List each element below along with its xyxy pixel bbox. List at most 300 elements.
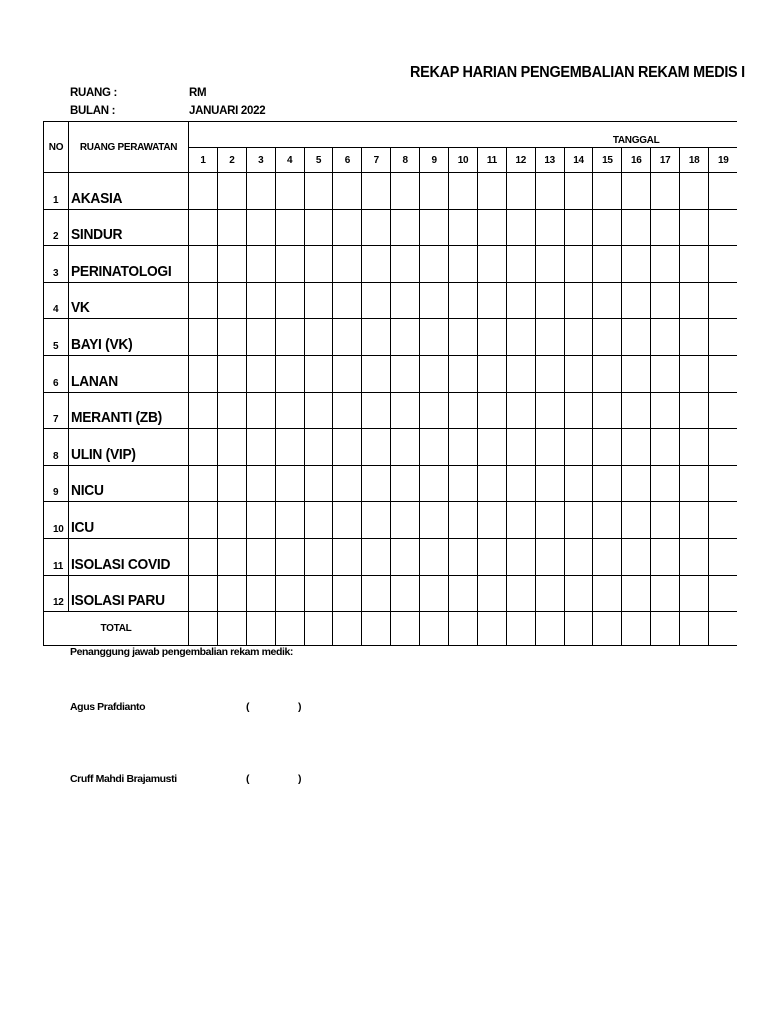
day-entry-cell[interactable] <box>391 282 420 319</box>
day-entry-cell[interactable] <box>593 502 622 539</box>
day-entry-cell[interactable] <box>477 575 506 612</box>
room-name-cell <box>69 465 189 502</box>
day-entry-cell[interactable] <box>391 173 420 210</box>
day-entry-cell[interactable] <box>420 355 449 392</box>
day-entry-cell[interactable] <box>275 502 304 539</box>
day-entry-cell[interactable] <box>391 392 420 429</box>
day-entry-cell[interactable] <box>189 465 218 502</box>
total-cell[interactable] <box>622 612 651 646</box>
day-entry-cell[interactable] <box>651 392 680 429</box>
day-entry-cell[interactable] <box>333 246 362 283</box>
day-entry-cell[interactable] <box>651 429 680 466</box>
day-entry-cell[interactable] <box>477 465 506 502</box>
day-header-cell: 5 <box>304 148 333 173</box>
day-entry-cell[interactable] <box>593 246 622 283</box>
day-header-cell: 7 <box>362 148 391 173</box>
day-entry-cell[interactable] <box>217 173 246 210</box>
day-header-cell: 11 <box>477 148 506 173</box>
total-cell[interactable] <box>449 612 478 646</box>
day-entry-cell[interactable] <box>449 392 478 429</box>
day-entry-cell[interactable] <box>651 465 680 502</box>
day-entry-cell[interactable] <box>217 282 246 319</box>
total-cell[interactable] <box>246 612 275 646</box>
day-entry-cell[interactable] <box>275 209 304 246</box>
day-entry-cell[interactable] <box>622 246 651 283</box>
day-entry-cell[interactable] <box>506 502 535 539</box>
day-entry-cell[interactable] <box>622 538 651 575</box>
day-entry-cell[interactable] <box>506 392 535 429</box>
day-entry-cell[interactable] <box>680 173 709 210</box>
day-entry-cell[interactable] <box>362 502 391 539</box>
day-entry-cell[interactable] <box>362 209 391 246</box>
day-entry-cell[interactable] <box>304 173 333 210</box>
day-entry-cell[interactable] <box>564 355 593 392</box>
total-cell[interactable] <box>420 612 449 646</box>
day-entry-cell[interactable] <box>506 465 535 502</box>
day-entry-cell[interactable] <box>709 319 738 356</box>
day-entry-cell[interactable] <box>651 173 680 210</box>
day-entry-cell[interactable] <box>593 575 622 612</box>
day-entry-cell[interactable] <box>362 538 391 575</box>
total-cell[interactable] <box>275 612 304 646</box>
signer-name: Agus Prafdianto <box>70 701 146 713</box>
day-entry-cell[interactable] <box>506 429 535 466</box>
day-entry-cell[interactable] <box>593 173 622 210</box>
bulan-value: JANUARI 2022 <box>189 105 266 117</box>
day-entry-cell[interactable] <box>189 355 218 392</box>
day-entry-cell[interactable] <box>420 575 449 612</box>
total-cell[interactable] <box>651 612 680 646</box>
room-name-cell <box>69 319 189 356</box>
day-entry-cell[interactable] <box>333 429 362 466</box>
day-entry-cell[interactable] <box>449 282 478 319</box>
day-entry-cell[interactable] <box>593 209 622 246</box>
day-entry-cell[interactable] <box>304 392 333 429</box>
day-header-cell: 8 <box>391 148 420 173</box>
day-entry-cell[interactable] <box>593 465 622 502</box>
table-row <box>44 392 738 429</box>
day-entry-cell[interactable] <box>449 173 478 210</box>
day-entry-cell[interactable] <box>680 246 709 283</box>
day-entry-cell[interactable] <box>420 392 449 429</box>
total-cell[interactable] <box>304 612 333 646</box>
day-entry-cell[interactable] <box>535 319 564 356</box>
day-entry-cell[interactable] <box>420 538 449 575</box>
day-entry-cell[interactable] <box>593 392 622 429</box>
day-entry-cell[interactable] <box>651 319 680 356</box>
day-entry-cell[interactable] <box>246 502 275 539</box>
day-entry-cell[interactable] <box>391 429 420 466</box>
responsible-label: Penanggung jawab pengembalian rekam medik: <box>70 646 294 658</box>
day-entry-cell[interactable] <box>506 355 535 392</box>
day-header-cell: 19 <box>709 148 738 173</box>
day-entry-cell[interactable] <box>651 282 680 319</box>
day-entry-cell[interactable] <box>622 282 651 319</box>
day-entry-cell[interactable] <box>304 319 333 356</box>
day-entry-cell[interactable] <box>333 209 362 246</box>
day-entry-cell[interactable] <box>275 575 304 612</box>
day-entry-cell[interactable] <box>709 209 738 246</box>
day-entry-cell[interactable] <box>333 319 362 356</box>
day-entry-cell[interactable] <box>651 246 680 283</box>
day-entry-cell[interactable] <box>506 246 535 283</box>
day-entry-cell[interactable] <box>622 429 651 466</box>
day-entry-cell[interactable] <box>246 392 275 429</box>
day-entry-cell[interactable] <box>477 392 506 429</box>
room-name: ICU <box>71 518 94 536</box>
day-entry-cell[interactable] <box>420 319 449 356</box>
day-entry-cell[interactable] <box>564 319 593 356</box>
day-entry-cell[interactable] <box>651 209 680 246</box>
day-entry-cell[interactable] <box>420 429 449 466</box>
row-number: 6 <box>53 377 59 389</box>
day-entry-cell[interactable] <box>246 538 275 575</box>
day-entry-cell[interactable] <box>391 575 420 612</box>
day-entry-cell[interactable] <box>506 173 535 210</box>
day-entry-cell[interactable] <box>449 429 478 466</box>
row-number-cell <box>44 575 69 612</box>
total-cell[interactable] <box>362 612 391 646</box>
day-entry-cell[interactable] <box>275 319 304 356</box>
day-entry-cell[interactable] <box>189 246 218 283</box>
table-row <box>44 465 738 502</box>
day-entry-cell[interactable] <box>275 355 304 392</box>
total-cell[interactable] <box>477 612 506 646</box>
row-number-cell <box>44 392 69 429</box>
day-entry-cell[interactable] <box>333 282 362 319</box>
day-entry-cell[interactable] <box>304 355 333 392</box>
day-entry-cell[interactable] <box>651 575 680 612</box>
room-name: AKASIA <box>71 189 123 207</box>
day-entry-cell[interactable] <box>391 246 420 283</box>
row-number: 5 <box>53 340 59 352</box>
day-entry-cell[interactable] <box>506 209 535 246</box>
day-entry-cell[interactable] <box>420 282 449 319</box>
room-name-cell <box>69 173 189 210</box>
room-name: BAYI (VK) <box>71 335 133 353</box>
day-entry-cell[interactable] <box>651 502 680 539</box>
day-entry-cell[interactable] <box>680 502 709 539</box>
day-entry-cell[interactable] <box>477 355 506 392</box>
day-entry-cell[interactable] <box>362 465 391 502</box>
day-entry-cell[interactable] <box>622 173 651 210</box>
day-entry-cell[interactable] <box>189 575 218 612</box>
room-name: ULIN (VIP) <box>71 445 136 463</box>
day-entry-cell[interactable] <box>535 355 564 392</box>
day-entry-cell[interactable] <box>362 282 391 319</box>
day-entry-cell[interactable] <box>217 465 246 502</box>
day-header-cell: 6 <box>333 148 362 173</box>
day-entry-cell[interactable] <box>593 319 622 356</box>
day-entry-cell[interactable] <box>304 465 333 502</box>
row-number-cell <box>44 538 69 575</box>
day-entry-cell[interactable] <box>564 173 593 210</box>
day-entry-cell[interactable] <box>217 502 246 539</box>
day-entry-cell[interactable] <box>593 538 622 575</box>
day-entry-cell[interactable] <box>189 282 218 319</box>
day-entry-cell[interactable] <box>535 392 564 429</box>
day-entry-cell[interactable] <box>420 502 449 539</box>
total-cell[interactable] <box>680 612 709 646</box>
day-entry-cell[interactable] <box>709 355 738 392</box>
day-entry-cell[interactable] <box>304 209 333 246</box>
day-entry-cell[interactable] <box>709 246 738 283</box>
day-entry-cell[interactable] <box>535 575 564 612</box>
day-entry-cell[interactable] <box>420 173 449 210</box>
total-cell[interactable] <box>593 612 622 646</box>
day-entry-cell[interactable] <box>535 282 564 319</box>
day-entry-cell[interactable] <box>420 209 449 246</box>
day-entry-cell[interactable] <box>506 538 535 575</box>
day-entry-cell[interactable] <box>449 538 478 575</box>
day-entry-cell[interactable] <box>535 502 564 539</box>
day-entry-cell[interactable] <box>189 392 218 429</box>
day-entry-cell[interactable] <box>217 209 246 246</box>
table-row <box>44 209 738 246</box>
day-entry-cell[interactable] <box>564 575 593 612</box>
day-entry-cell[interactable] <box>449 575 478 612</box>
day-header-cell: 4 <box>275 148 304 173</box>
day-entry-cell[interactable] <box>391 209 420 246</box>
row-number-cell <box>44 246 69 283</box>
day-entry-cell[interactable] <box>449 319 478 356</box>
day-entry-cell[interactable] <box>362 319 391 356</box>
day-header-cell: 14 <box>564 148 593 173</box>
total-cell[interactable] <box>333 612 362 646</box>
room-name: NICU <box>71 482 104 500</box>
day-entry-cell[interactable] <box>622 209 651 246</box>
day-entry-cell[interactable] <box>477 282 506 319</box>
recap-table <box>43 121 737 646</box>
row-number: 8 <box>53 450 59 462</box>
day-entry-cell[interactable] <box>709 173 738 210</box>
day-entry-cell[interactable] <box>189 429 218 466</box>
row-number-cell <box>44 319 69 356</box>
total-cell[interactable] <box>506 612 535 646</box>
day-entry-cell[interactable] <box>189 173 218 210</box>
day-header-cell: 12 <box>506 148 535 173</box>
day-entry-cell[interactable] <box>709 392 738 429</box>
day-entry-cell[interactable] <box>651 538 680 575</box>
row-number: 7 <box>53 414 59 426</box>
table-row <box>44 282 738 319</box>
day-entry-cell[interactable] <box>680 209 709 246</box>
day-entry-cell[interactable] <box>506 319 535 356</box>
day-entry-cell[interactable] <box>709 538 738 575</box>
total-cell[interactable] <box>391 612 420 646</box>
day-entry-cell[interactable] <box>391 538 420 575</box>
day-entry-cell[interactable] <box>477 429 506 466</box>
header-row-top <box>44 122 738 148</box>
day-entry-cell[interactable] <box>333 465 362 502</box>
day-entry-cell[interactable] <box>622 319 651 356</box>
day-entry-cell[interactable] <box>217 538 246 575</box>
day-entry-cell[interactable] <box>246 575 275 612</box>
day-entry-cell[interactable] <box>680 355 709 392</box>
day-entry-cell[interactable] <box>333 538 362 575</box>
day-entry-cell[interactable] <box>362 429 391 466</box>
day-entry-cell[interactable] <box>477 319 506 356</box>
day-entry-cell[interactable] <box>449 502 478 539</box>
room-header: RUANG PERAWATAN <box>69 122 189 173</box>
row-number: 3 <box>53 267 59 279</box>
day-entry-cell[interactable] <box>189 538 218 575</box>
day-entry-cell[interactable] <box>420 465 449 502</box>
day-entry-cell[interactable] <box>680 429 709 466</box>
day-header-cell: 1 <box>189 148 218 173</box>
total-cell[interactable] <box>217 612 246 646</box>
day-entry-cell[interactable] <box>651 355 680 392</box>
day-entry-cell[interactable] <box>535 173 564 210</box>
day-entry-cell[interactable] <box>304 538 333 575</box>
day-entry-cell[interactable] <box>477 246 506 283</box>
day-entry-cell[interactable] <box>535 465 564 502</box>
day-entry-cell[interactable] <box>304 575 333 612</box>
day-entry-cell[interactable] <box>217 392 246 429</box>
day-header-cell: 10 <box>449 148 478 173</box>
row-number-cell <box>44 465 69 502</box>
day-entry-cell[interactable] <box>362 246 391 283</box>
day-entry-cell[interactable] <box>333 502 362 539</box>
day-entry-cell[interactable] <box>333 173 362 210</box>
day-entry-cell[interactable] <box>477 209 506 246</box>
day-entry-cell[interactable] <box>217 355 246 392</box>
day-entry-cell[interactable] <box>362 392 391 429</box>
day-entry-cell[interactable] <box>275 465 304 502</box>
day-entry-cell[interactable] <box>506 575 535 612</box>
row-number: 9 <box>53 487 59 499</box>
day-entry-cell[interactable] <box>217 319 246 356</box>
day-entry-cell[interactable] <box>709 502 738 539</box>
day-entry-cell[interactable] <box>564 392 593 429</box>
day-entry-cell[interactable] <box>622 502 651 539</box>
day-entry-cell[interactable] <box>304 282 333 319</box>
total-cell[interactable] <box>709 612 738 646</box>
day-entry-cell[interactable] <box>593 282 622 319</box>
page-title: REKAP HARIAN PENGEMBALIAN REKAM MEDIS I <box>410 64 745 81</box>
day-entry-cell[interactable] <box>564 429 593 466</box>
day-entry-cell[interactable] <box>593 355 622 392</box>
day-entry-cell[interactable] <box>477 502 506 539</box>
day-entry-cell[interactable] <box>217 575 246 612</box>
day-entry-cell[interactable] <box>275 173 304 210</box>
day-entry-cell[interactable] <box>362 355 391 392</box>
day-entry-cell[interactable] <box>189 209 218 246</box>
day-entry-cell[interactable] <box>564 246 593 283</box>
day-entry-cell[interactable] <box>362 173 391 210</box>
total-cell[interactable] <box>189 612 218 646</box>
day-entry-cell[interactable] <box>622 465 651 502</box>
day-entry-cell[interactable] <box>246 209 275 246</box>
day-entry-cell[interactable] <box>680 538 709 575</box>
day-entry-cell[interactable] <box>709 282 738 319</box>
day-entry-cell[interactable] <box>535 246 564 283</box>
day-entry-cell[interactable] <box>275 246 304 283</box>
day-entry-cell[interactable] <box>593 429 622 466</box>
day-entry-cell[interactable] <box>391 465 420 502</box>
day-entry-cell[interactable] <box>246 282 275 319</box>
row-number-cell <box>44 429 69 466</box>
day-entry-cell[interactable] <box>333 392 362 429</box>
day-entry-cell[interactable] <box>246 173 275 210</box>
day-entry-cell[interactable] <box>449 209 478 246</box>
day-entry-cell[interactable] <box>333 355 362 392</box>
day-entry-cell[interactable] <box>535 429 564 466</box>
day-entry-cell[interactable] <box>275 282 304 319</box>
day-entry-cell[interactable] <box>449 355 478 392</box>
day-entry-cell[interactable] <box>189 319 218 356</box>
table-row <box>44 355 738 392</box>
day-entry-cell[interactable] <box>304 429 333 466</box>
day-entry-cell[interactable] <box>477 538 506 575</box>
room-name-cell <box>69 392 189 429</box>
day-entry-cell[interactable] <box>304 246 333 283</box>
day-entry-cell[interactable] <box>709 429 738 466</box>
day-entry-cell[interactable] <box>217 429 246 466</box>
day-entry-cell[interactable] <box>680 282 709 319</box>
day-entry-cell[interactable] <box>304 502 333 539</box>
day-entry-cell[interactable] <box>275 538 304 575</box>
day-entry-cell[interactable] <box>217 246 246 283</box>
day-entry-cell[interactable] <box>275 429 304 466</box>
day-entry-cell[interactable] <box>391 502 420 539</box>
ruang-label: RUANG : <box>70 87 118 99</box>
row-number-cell <box>44 282 69 319</box>
day-entry-cell[interactable] <box>477 173 506 210</box>
day-entry-cell[interactable] <box>564 465 593 502</box>
day-entry-cell[interactable] <box>622 392 651 429</box>
day-entry-cell[interactable] <box>449 465 478 502</box>
day-entry-cell[interactable] <box>564 502 593 539</box>
bulan-label: BULAN : <box>70 105 116 117</box>
day-entry-cell[interactable] <box>622 575 651 612</box>
row-number: 1 <box>53 194 59 206</box>
day-entry-cell[interactable] <box>680 319 709 356</box>
day-entry-cell[interactable] <box>535 538 564 575</box>
day-entry-cell[interactable] <box>564 538 593 575</box>
day-entry-cell[interactable] <box>622 355 651 392</box>
day-entry-cell[interactable] <box>246 429 275 466</box>
day-entry-cell[interactable] <box>449 246 478 283</box>
tanggal-header: TANGGAL <box>189 122 738 148</box>
day-entry-cell[interactable] <box>420 246 449 283</box>
day-entry-cell[interactable] <box>680 392 709 429</box>
day-entry-cell[interactable] <box>189 502 218 539</box>
day-entry-cell[interactable] <box>680 575 709 612</box>
day-entry-cell[interactable] <box>362 575 391 612</box>
day-entry-cell[interactable] <box>246 465 275 502</box>
day-entry-cell[interactable] <box>391 319 420 356</box>
total-cell[interactable] <box>564 612 593 646</box>
day-entry-cell[interactable] <box>535 209 564 246</box>
signature-close-paren: ) <box>298 773 302 785</box>
day-entry-cell[interactable] <box>506 282 535 319</box>
day-entry-cell[interactable] <box>333 575 362 612</box>
day-entry-cell[interactable] <box>275 392 304 429</box>
total-label: TOTAL <box>44 612 189 646</box>
total-row <box>44 612 738 646</box>
day-entry-cell[interactable] <box>709 575 738 612</box>
day-entry-cell[interactable] <box>564 209 593 246</box>
day-entry-cell[interactable] <box>709 465 738 502</box>
day-entry-cell[interactable] <box>246 319 275 356</box>
day-entry-cell[interactable] <box>391 355 420 392</box>
day-entry-cell[interactable] <box>246 246 275 283</box>
day-entry-cell[interactable] <box>564 282 593 319</box>
day-entry-cell[interactable] <box>246 355 275 392</box>
total-cell[interactable] <box>535 612 564 646</box>
day-entry-cell[interactable] <box>680 465 709 502</box>
